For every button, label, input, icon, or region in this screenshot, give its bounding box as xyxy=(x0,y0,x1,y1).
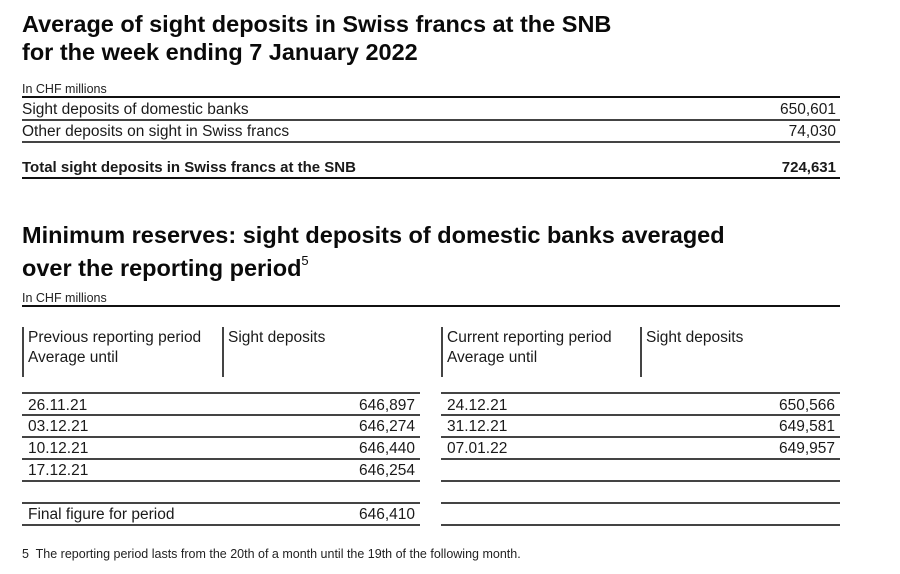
divider xyxy=(22,96,840,98)
current-row-value: 649,581 xyxy=(778,418,835,435)
previous-row-date: 10.12.21 xyxy=(28,440,89,457)
current-row-date: 24.12.21 xyxy=(447,397,508,414)
divider xyxy=(22,480,420,482)
current-header-col2: Sight deposits xyxy=(646,329,744,346)
divider xyxy=(22,458,420,460)
section1-unit-label: In CHF millions xyxy=(22,82,107,96)
section2-title-line1: Minimum reserves: sight deposits of domestic banks averaged xyxy=(22,222,725,248)
divider xyxy=(22,414,420,416)
header-separator xyxy=(222,327,224,377)
section2-title-line2 xyxy=(22,249,309,282)
divider xyxy=(441,414,840,416)
previous-header-col1-line1: Previous reporting period xyxy=(28,329,202,346)
previous-header-col2: Sight deposits xyxy=(228,329,326,346)
total-value: 724,631 xyxy=(781,159,836,176)
previous-row-value: 646,897 xyxy=(358,397,415,414)
divider xyxy=(22,392,420,394)
divider xyxy=(441,502,840,504)
final-figure-value: 646,410 xyxy=(358,506,415,523)
total-label: Total sight deposits in Swiss francs at the SNB xyxy=(22,159,356,176)
divider xyxy=(441,458,840,460)
previous-row-date: 03.12.21 xyxy=(28,418,89,435)
footnote: 5 The reporting period lasts from the 20th of a month until the 19th of the following month. xyxy=(22,547,521,561)
current-row-value: 650,566 xyxy=(778,397,835,414)
previous-row-value: 646,440 xyxy=(358,440,415,457)
section2-title-text: over the reporting period xyxy=(22,254,302,281)
row-value: 650,601 xyxy=(779,101,836,118)
previous-row-value: 646,254 xyxy=(358,462,415,479)
previous-row-date: 26.11.21 xyxy=(28,397,88,414)
divider xyxy=(22,502,420,504)
divider xyxy=(441,524,840,526)
header-separator xyxy=(640,327,642,377)
row-label: Other deposits on sight in Swiss francs xyxy=(22,123,290,140)
current-header-col1-line1: Current reporting period xyxy=(447,329,612,346)
section1-title-line2: for the week ending 7 January 2022 xyxy=(22,39,418,65)
previous-row-date: 17.12.21 xyxy=(28,462,89,479)
current-header-col1-line2: Average until xyxy=(447,349,538,366)
footnote-ref: 5 xyxy=(301,253,309,268)
current-row-date: 07.01.22 xyxy=(447,440,508,457)
section2-unit-label: In CHF millions xyxy=(22,291,107,305)
divider xyxy=(441,436,840,438)
current-row-value: 649,957 xyxy=(778,440,835,457)
divider xyxy=(22,119,840,121)
section1-title-line1: Average of sight deposits in Swiss francs at the SNB xyxy=(22,11,612,37)
divider xyxy=(22,141,840,143)
divider xyxy=(441,392,840,394)
row-label: Sight deposits of domestic banks xyxy=(22,101,249,118)
previous-header-col1-line2: Average until xyxy=(28,349,119,366)
divider xyxy=(441,480,840,482)
divider xyxy=(22,177,840,179)
previous-row-value: 646,274 xyxy=(358,418,415,435)
header-separator xyxy=(22,327,24,377)
divider xyxy=(22,305,840,307)
current-row-date: 31.12.21 xyxy=(447,418,508,435)
header-separator xyxy=(441,327,443,377)
divider xyxy=(22,436,420,438)
divider xyxy=(22,524,420,526)
row-value: 74,030 xyxy=(788,123,836,140)
final-figure-label: Final figure for period xyxy=(28,506,175,523)
